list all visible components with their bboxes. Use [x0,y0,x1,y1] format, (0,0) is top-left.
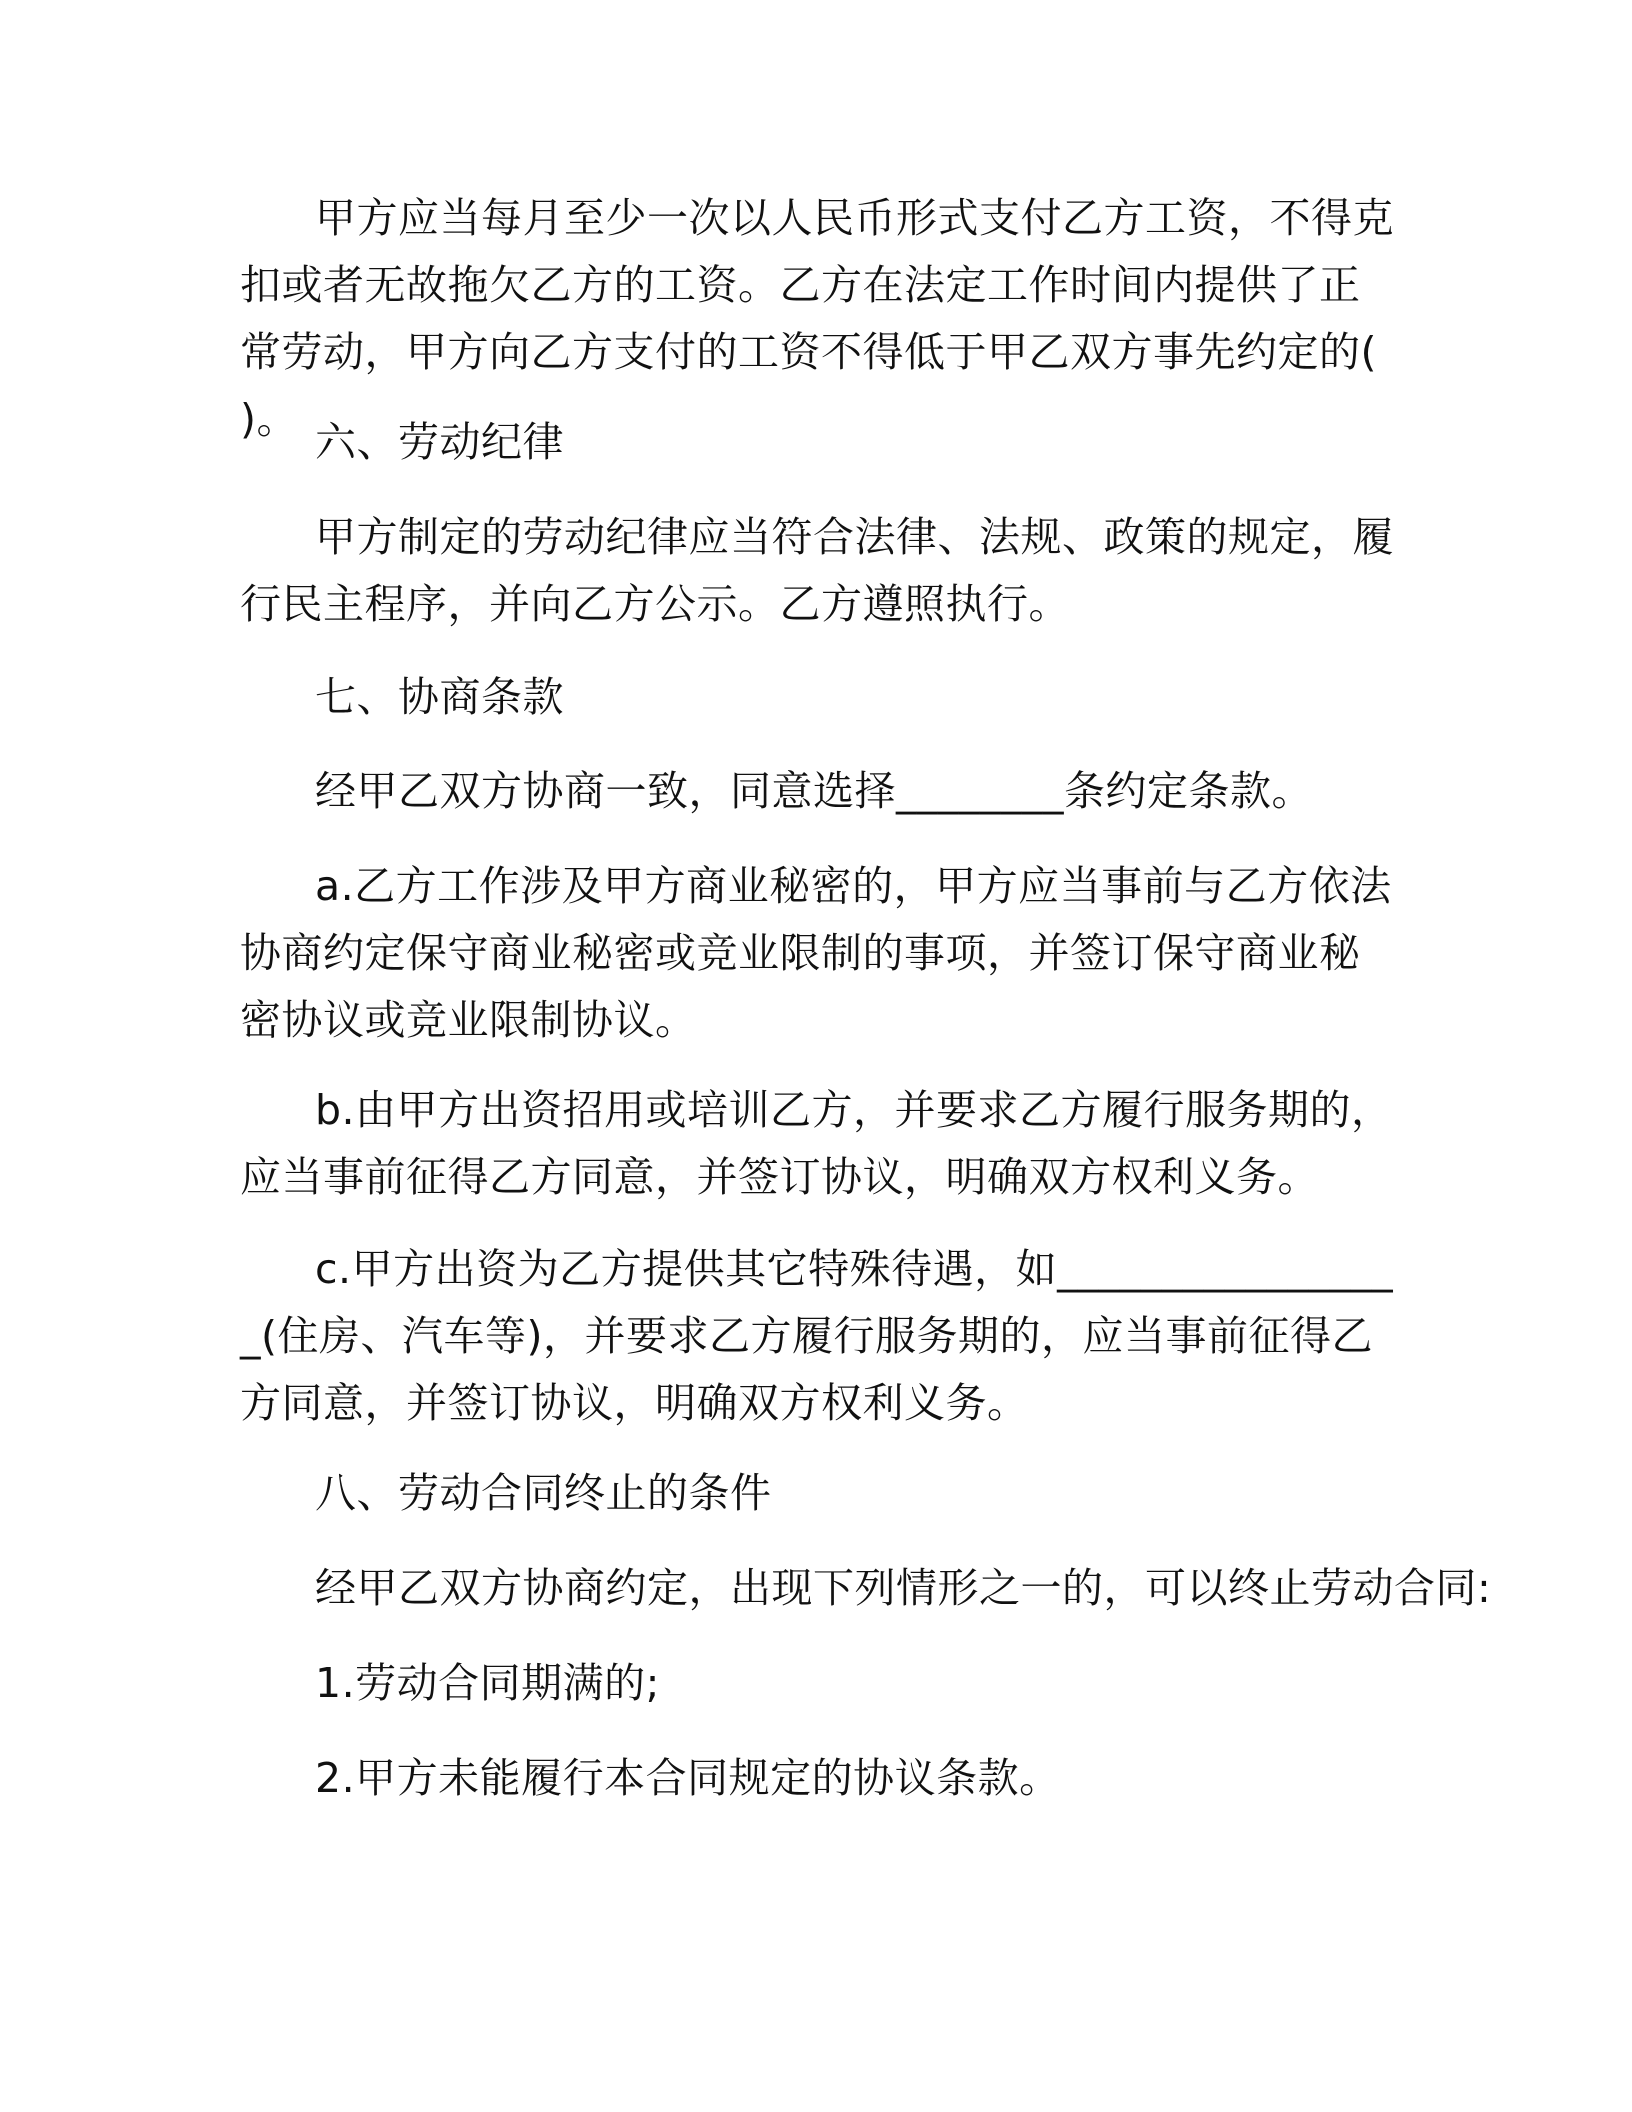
clause-b-paragraph: b.由甲方出资招用或培训乙方，并要求乙方履行服务期的，应当事前征得乙方同意，并签订协议，明确双方权利义务。 [240,1086,1393,1201]
wage-payment-paragraph: 甲方应当每月至少一次以人民币形式支付乙方工资，不得克扣或者无故拖欠乙方的工资。乙方在法定工作时间内提供了正常劳动，甲方向乙方支付的工资不得低于甲乙双方事先约定的( )。 [240,194,1394,443]
labor-discipline-paragraph: 甲方制定的劳动纪律应当符合法律、法规、政策的规定，履行民主程序，并向乙方公示。乙方遵照执行。 [240,513,1394,628]
list-item-2: 2.甲方未能履行本合同规定的协议条款。 [315,1754,1061,1802]
list-item-1: 1.劳动合同期满的; [315,1659,660,1707]
section-eight-heading: 八、劳动合同终止的条件 [315,1469,772,1517]
section-six-heading: 六、劳动纪律 [315,418,564,466]
negotiation-choice-paragraph: 经甲乙双方协商一致，同意选择________条约定条款。 [315,767,1313,815]
section-seven-heading: 七、协商条款 [315,673,564,721]
clause-a-paragraph: a.乙方工作涉及甲方商业秘密的，甲方应当事前与乙方依法协商约定保守商业秘密或竞业限制的事项，并签订保守商业秘密协议或竞业限制协议。 [240,862,1392,1044]
termination-conditions-paragraph: 经甲乙双方协商约定，出现下列情形之一的，可以终止劳动合同: [315,1564,1492,1612]
clause-c-paragraph: c.甲方出资为乙方提供其它特殊待遇，如_________________(住房、汽车等)，并要求乙方履行服务期的，应当事前征得乙方同意，并签订协议，明确双方权利义务。 [240,1245,1394,1427]
